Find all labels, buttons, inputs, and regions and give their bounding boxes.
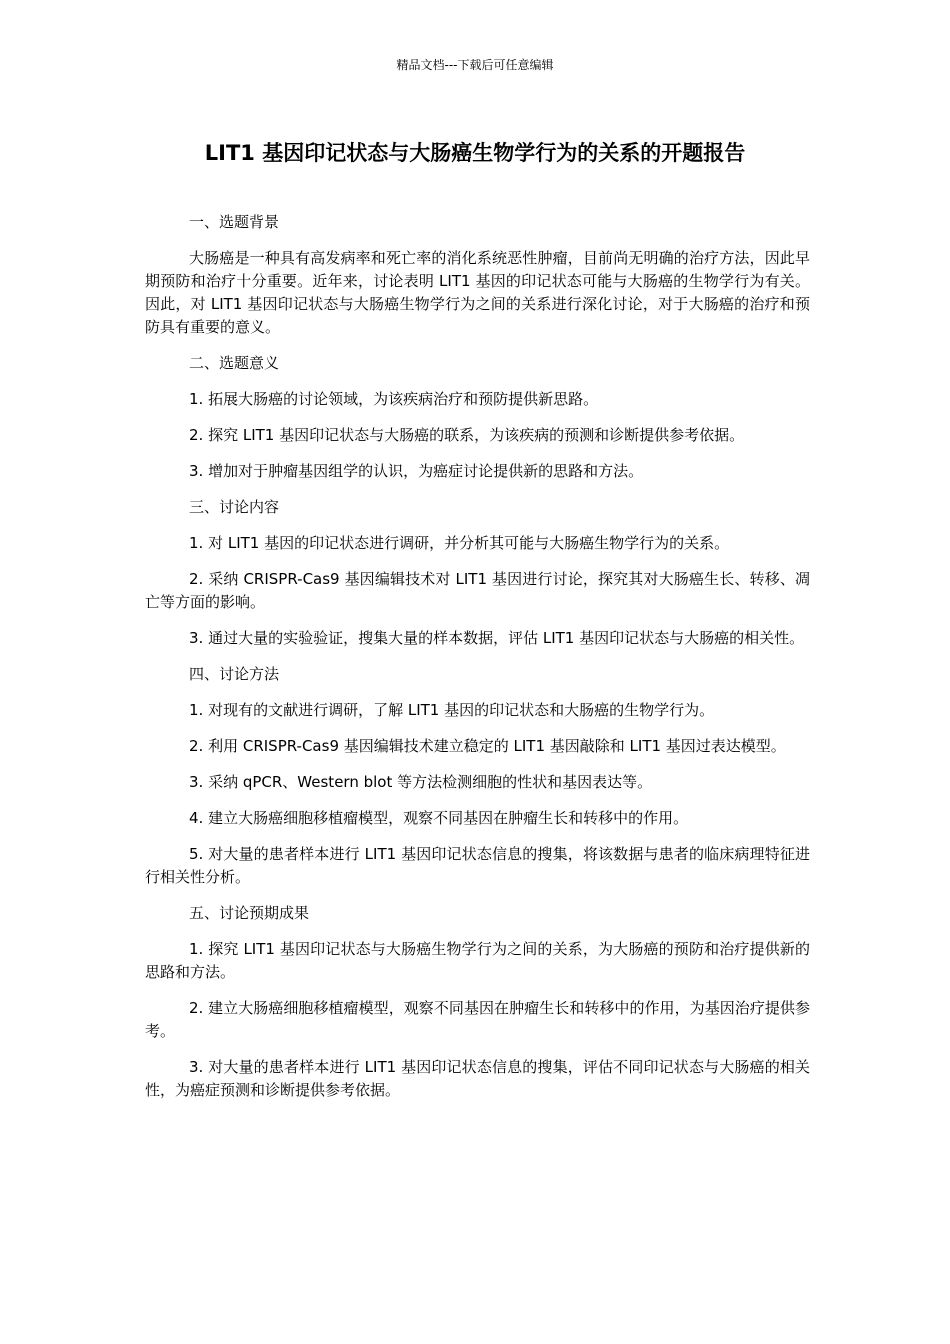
list-item-outcomes-3: 3. 对大量的患者样本进行 LIT1 基因印记状态信息的搜集，评估不同印记状态与大肠癌的相关性，为癌症预测和诊断提供参考依据。 xyxy=(145,1058,810,1099)
list-item-significance-2: 2. 探究 LIT1 基因印记状态与大肠癌的联系，为该疾病的预测和诊断提供参考依据。 xyxy=(189,426,745,444)
list-item-methods-5: 5. 对大量的患者样本进行 LIT1 基因印记状态信息的搜集，将该数据与患者的临床病理特征进行相关性分析。 xyxy=(145,845,810,886)
paragraph-background: 大肠癌是一种具有高发病率和死亡率的消化系统恶性肿瘤，目前尚无明确的治疗方法，因此早期预防和治疗十分重要。近年来，讨论表明 LIT1 基因的印记状态可能与大肠癌的生物学行为有关。因此，对 LIT1 基因印记状态与大肠癌生物学行为之间的关系进行深化讨论，对于大肠癌的治疗和预防具有重要的意义。 xyxy=(145,249,810,336)
list-item-outcomes-2: 2. 建立大肠癌细胞移植瘤模型，观察不同基因在肿瘤生长和转移中的作用，为基因治疗提供参考。 xyxy=(145,999,810,1040)
section-heading-outcomes: 五、讨论预期成果 xyxy=(189,904,310,922)
list-item-content-1: 1. 对 LIT1 基因的印记状态进行调研，并分析其可能与大肠癌生物学行为的关系。 xyxy=(189,534,730,552)
list-item-content-2: 2. 采纳 CRISPR-Cas9 基因编辑技术对 LIT1 基因进行讨论，探究其对大肠癌生长、转移、凋亡等方面的影响。 xyxy=(145,570,810,611)
list-item-significance-3: 3. 增加对于肿瘤基因组学的认识，为癌症讨论提供新的思路和方法。 xyxy=(189,462,644,480)
list-item-outcomes-1: 1. 探究 LIT1 基因印记状态与大肠癌生物学行为之间的关系，为大肠癌的预防和治疗提供新的思路和方法。 xyxy=(145,940,810,981)
list-item-methods-2: 2. 利用 CRISPR-Cas9 基因编辑技术建立稳定的 LIT1 基因敲除和 LIT1 基因过表达模型。 xyxy=(189,737,786,755)
section-heading-significance: 二、选题意义 xyxy=(189,354,280,372)
section-heading-content: 三、讨论内容 xyxy=(189,498,280,516)
list-item-content-3: 3. 通过大量的实验验证，搜集大量的样本数据，评估 LIT1 基因印记状态与大肠癌的相关性。 xyxy=(189,629,805,647)
document-body xyxy=(145,211,810,1115)
list-item-methods-1: 1. 对现有的文献进行调研，了解 LIT1 基因的印记状态和大肠癌的生物学行为。 xyxy=(189,701,715,719)
section-heading-methods: 四、讨论方法 xyxy=(189,665,280,683)
document-title: LIT1 基因印记状态与大肠癌生物学行为的关系的开题报告 xyxy=(204,141,746,165)
list-item-methods-4: 4. 建立大肠癌细胞移植瘤模型，观察不同基因在肿瘤生长和转移中的作用。 xyxy=(189,809,689,827)
page-header: 精品文档---下载后可任意编辑 xyxy=(396,58,554,72)
list-item-significance-1: 1. 拓展大肠癌的讨论领域，为该疾病治疗和预防提供新思路。 xyxy=(189,390,599,408)
section-heading-background: 一、选题背景 xyxy=(189,213,280,231)
list-item-methods-3: 3. 采纳 qPCR、Western blot 等方法检测细胞的性状和基因表达等。 xyxy=(189,773,653,791)
